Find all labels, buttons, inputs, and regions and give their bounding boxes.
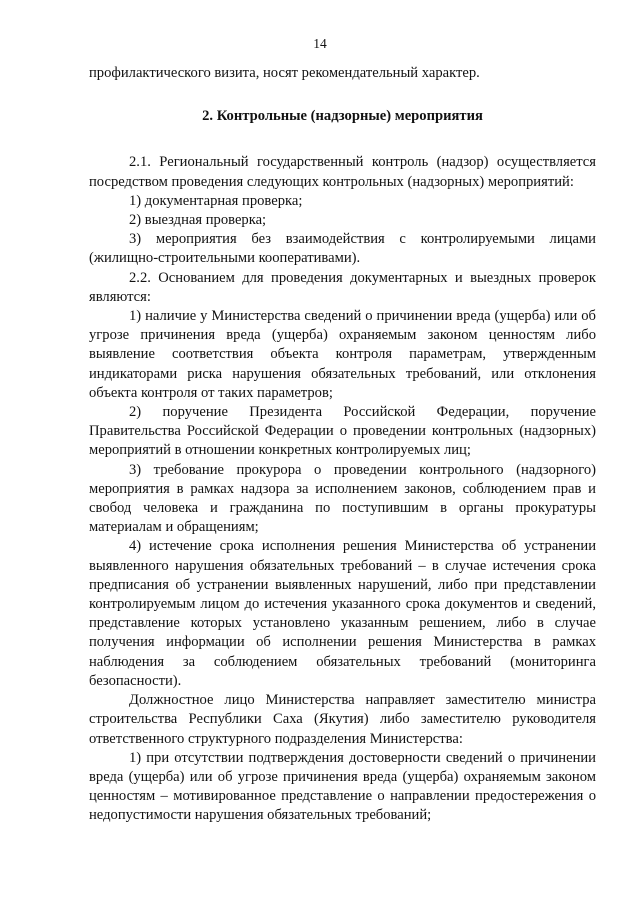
list-item-ground-1: 1) наличие у Министерства сведений о причинении вреда (ущерба) или об угрозе причинения вреда (ущерба) охраняемым законом ценностям либо выявление соответствия объекта контроля параметрам, утвержденным индикаторами риска нарушения обязательных требований, или отклонения объекта контроля от таких параметров; [89, 308, 596, 401]
paragraph-official-directs: Должностное лицо Министерства направляет заместителю министра строительства Республики Саха (Якутия) либо заместителю руководителя ответственного структурного подразделения Министерства: [89, 692, 596, 747]
list-item-documentary-check: 1) документарная проверка; [129, 192, 303, 209]
document-body [89, 64, 596, 826]
carryover-paragraph: профилактического визита, носят рекомендательный характер. [89, 65, 480, 81]
paragraph-2-2: 2.2. Основанием для проведения документарных и выездных проверок являются: [89, 269, 596, 305]
list-item-ground-2: 2) поручение Президента Российской Федерации, поручение Правительства Российской Федерации о проведении контрольных (надзорных) мероприятий в отношении конкретных контролируемых лиц; [89, 404, 596, 459]
list-item-no-interaction-measures: 3) мероприятия без взаимодействия с контролируемыми лицами (жилищно-строительными кооперативами). [89, 231, 596, 267]
section-title: 2. Контрольные (надзорные) мероприятия [202, 108, 483, 125]
list-item-ground-4: 4) истечение срока исполнения решения Министерства об устранении выявленного нарушения обязательных требований – в случае истечения срока предписания об устранении выявленных нарушений, либо при представлении контролируемым лицом до истечения указанного срока документов и сведений, представление которых установлено указанным решением, либо в случае получения информации об исполнении решения Министерства в рамках наблюдения за соблюдением обязательных требований (мониторинга безопасности). [89, 538, 596, 689]
list-item-warning-submission: 1) при отсутствии подтверждения достоверности сведений о причинении вреда (ущерба) или об угрозе причинения вреда (ущерба) охраняемым законом ценностям – мотивированное представление о направлении предостережения о недопустимости нарушения обязательных требований; [89, 749, 596, 824]
list-item-ground-3: 3) требование прокурора о проведении контрольного (надзорного) мероприятия в рамках надзора за исполнением законов, соблюдением прав и свобод человека и гражданина по поступившим в органы прокуратуры материалам и обращениям; [89, 461, 596, 536]
list-item-onsite-check: 2) выездная проверка; [129, 212, 267, 229]
page-number: 14 [313, 36, 327, 51]
paragraph-2-1: 2.1. Региональный государственный контроль (надзор) осуществляется посредством проведения следующих контрольных (надзорных) мероприятий: [89, 154, 596, 190]
